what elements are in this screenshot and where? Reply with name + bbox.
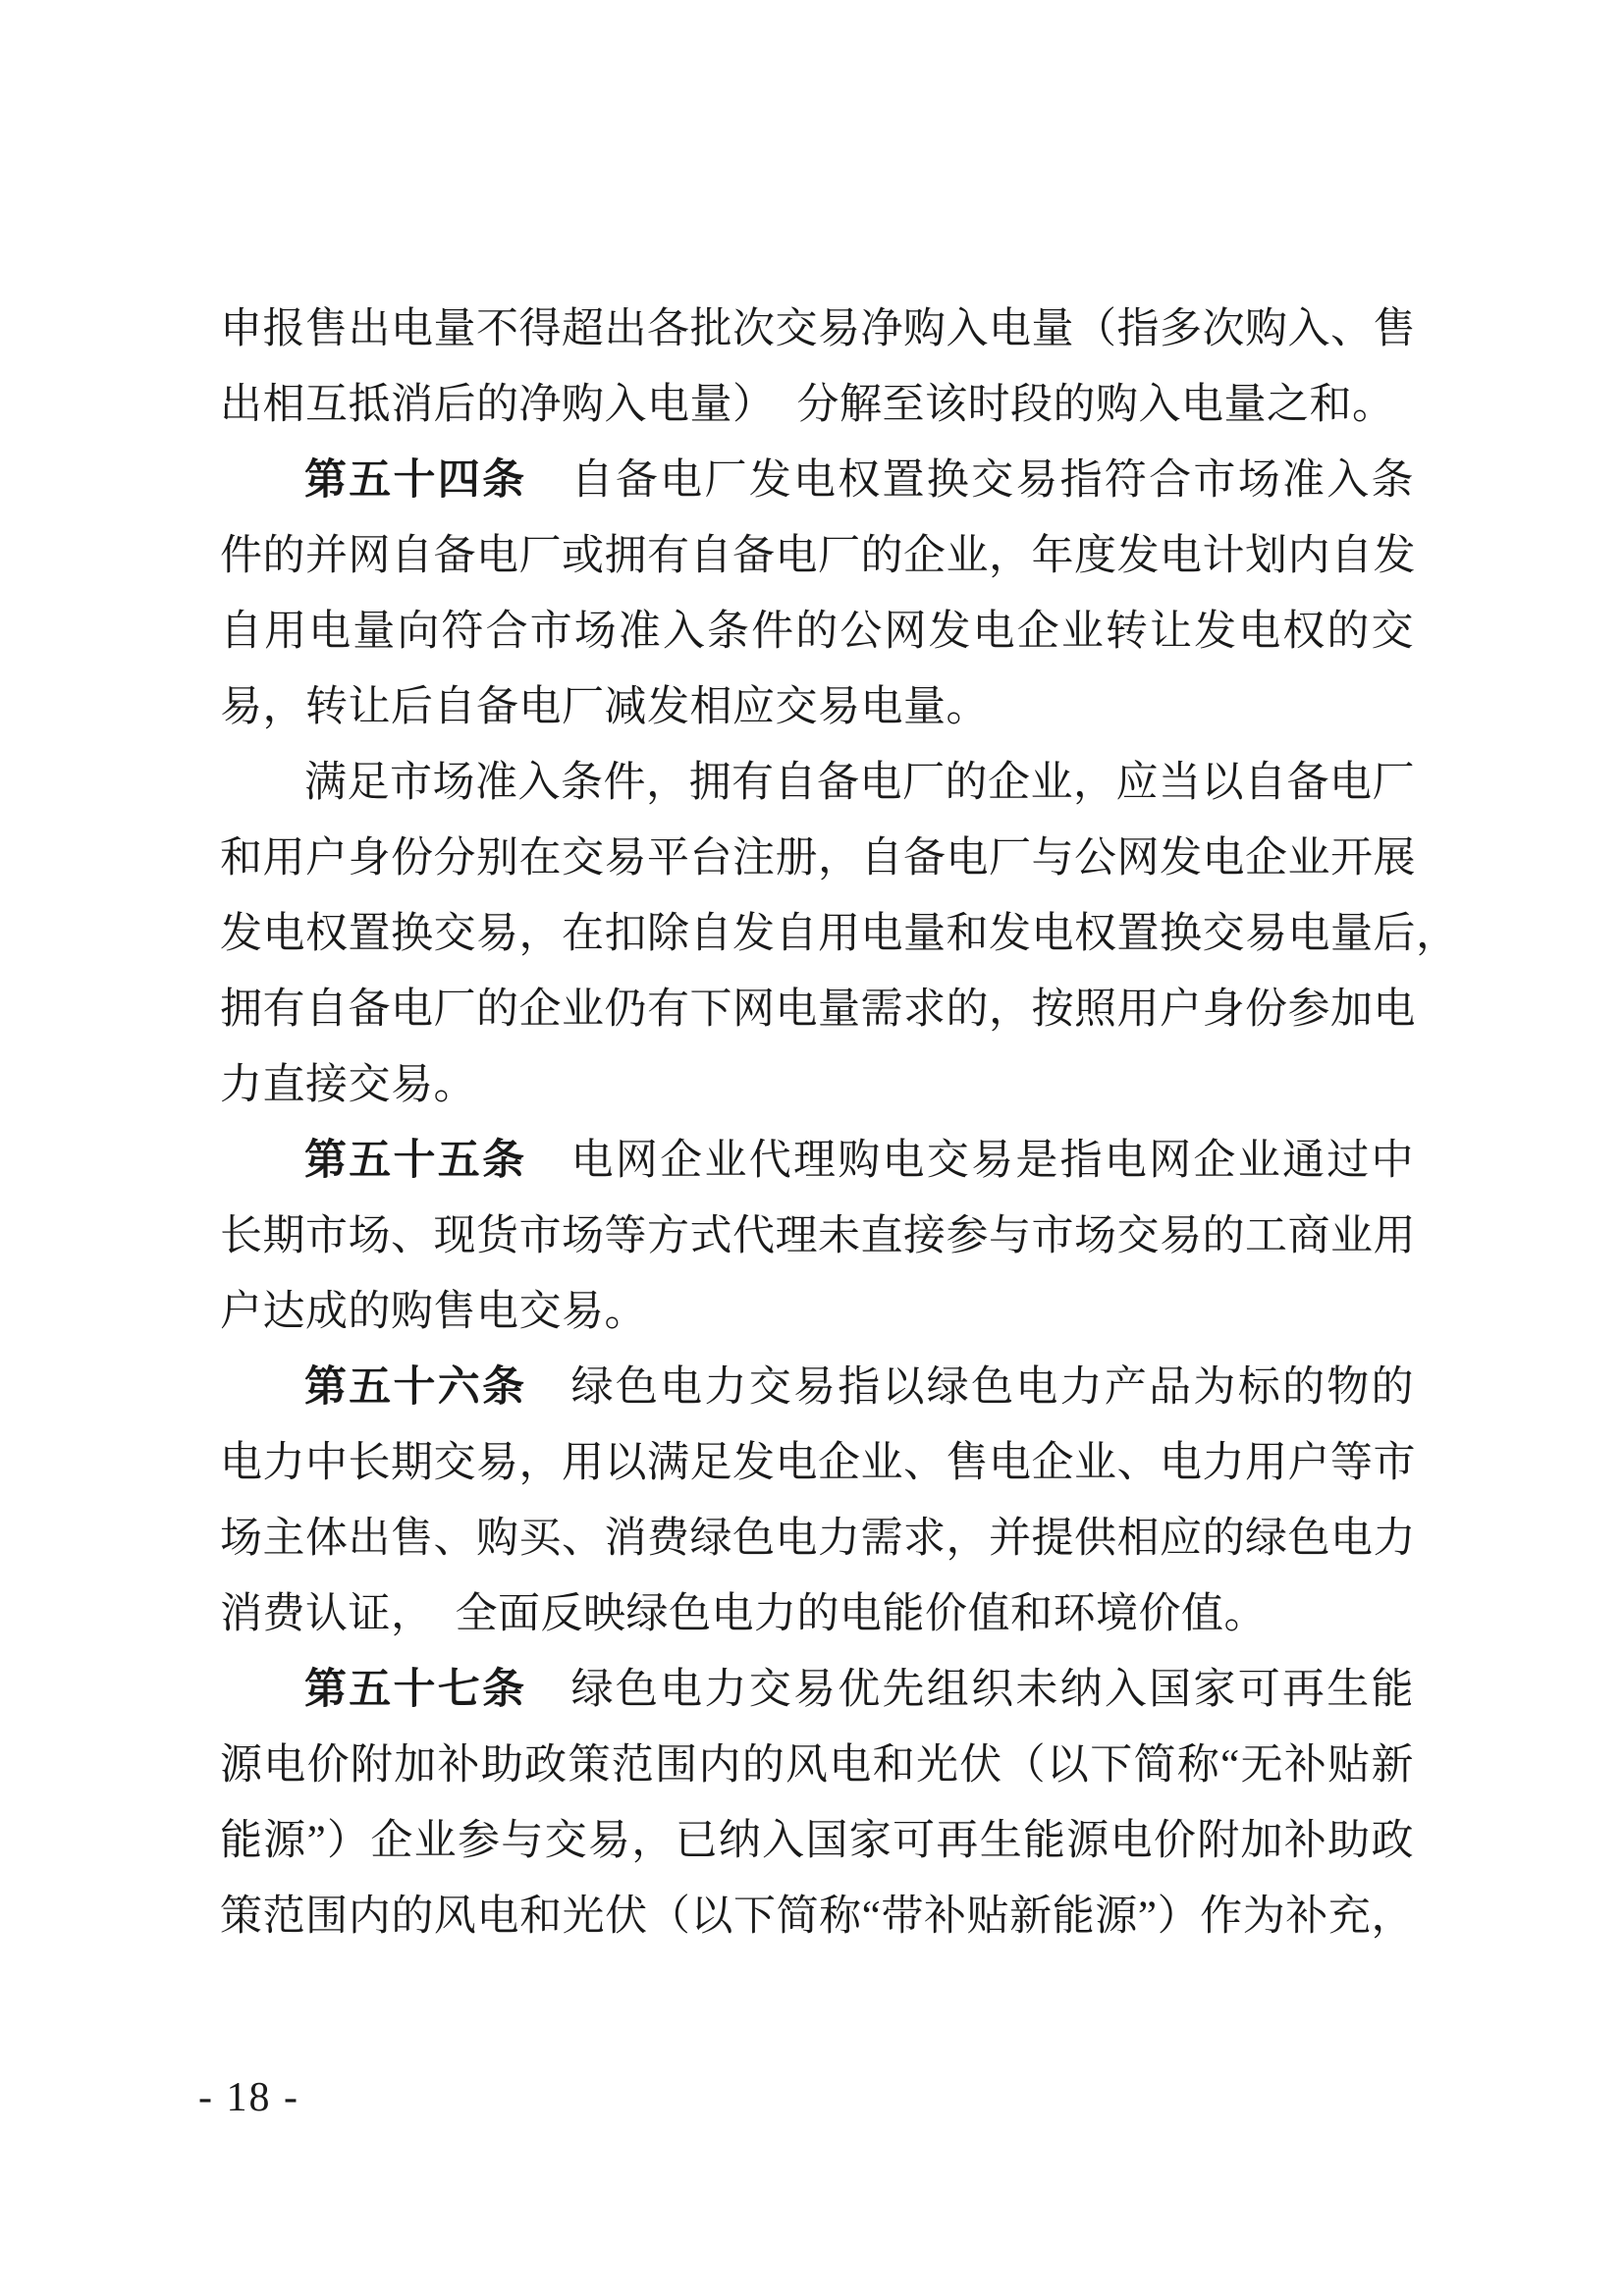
article-number: 第五十四条 [304, 457, 527, 504]
text-run: 申报售出电量不得超出各批次交易净购入电量（指多次购入、售 [220, 306, 1416, 352]
text-line [220, 594, 1414, 669]
text-line [220, 1123, 1414, 1199]
text-run: 能源”）企业参与交易，已纳入国家可再生能源电价附加补助政 [220, 1818, 1414, 1864]
text-line [220, 1350, 1414, 1425]
text-line [220, 1047, 1414, 1123]
text-run: 户达成的购售电交易。 [220, 1289, 647, 1335]
page-number: - 18 - [198, 2075, 299, 2120]
text-run: 满足市场准入条件，拥有自备电厂的企业，应当以自备电厂 [304, 760, 1415, 806]
text-run: 易，转让后自备电厂减发相应交易电量。 [220, 684, 989, 730]
text-line [220, 1879, 1414, 1954]
text-run: 和用户身份分别在交易平台注册，自备电厂与公网发电企业开展 [220, 835, 1416, 881]
text-line [220, 972, 1414, 1047]
text-run: 源电价附加补助政策范围内的风电和光伏（以下简称“无补贴新 [220, 1742, 1414, 1789]
text-line [220, 896, 1459, 972]
text-block [220, 292, 1459, 1954]
article-number: 第五十七条 [304, 1667, 527, 1713]
text-run: 发电权置换交易，在扣除自发自用电量和发电权置换交易电量后， [220, 911, 1459, 957]
text-run: 场主体出售、购买、消费绿色电力需求，并提供相应的绿色电力 [220, 1516, 1416, 1562]
text-line [220, 745, 1414, 821]
text-run: 力直接交易。 [220, 1062, 476, 1108]
text-line [220, 1199, 1414, 1274]
text-run: 绿色电力交易优先组织未纳入国家可再生能 [526, 1667, 1415, 1713]
text-run: 自用电量向符合市场准入条件的公网发电企业转让发电权的交 [220, 609, 1414, 655]
text-run: 件的并网自备电厂或拥有自备电厂的企业，年度发电计划内自发 [220, 533, 1416, 579]
text-run: 长期市场、现货市场等方式代理未直接参与市场交易的工商业用 [220, 1213, 1416, 1259]
text-run: 自备电厂发电权置换交易指符合市场准入条 [526, 457, 1415, 504]
text-run: 电力中长期交易，用以满足发电企业、售电企业、电力用户等市 [220, 1440, 1416, 1486]
text-line [220, 1803, 1414, 1879]
text-run: 电网企业代理购电交易是指电网企业通过中 [526, 1138, 1415, 1184]
text-line [220, 292, 1414, 367]
text-line [220, 1425, 1414, 1501]
text-run: 消费认证， 全面反映绿色电力的电能价值和环境价值。 [220, 1591, 1267, 1637]
text-line [220, 1501, 1414, 1576]
text-line [220, 821, 1414, 896]
text-run: 出相互抵消后的净购入电量） 分解至该时段的购入电量之和。 [220, 382, 1395, 428]
text-line [220, 669, 1414, 745]
text-run: 绿色电力交易指以绿色电力产品为标的物的 [526, 1364, 1415, 1411]
text-line [220, 1728, 1414, 1803]
text-line [220, 1652, 1414, 1728]
text-line [220, 367, 1414, 443]
text-line [220, 1274, 1414, 1350]
text-run: 策范围内的风电和光伏（以下简称“带补贴新能源”）作为补充， [220, 1894, 1414, 1940]
text-run: 拥有自备电厂的企业仍有下网电量需求的，按照用户身份参加电 [220, 987, 1416, 1033]
article-number: 第五十五条 [304, 1138, 527, 1184]
text-line [220, 518, 1414, 594]
article-number: 第五十六条 [304, 1364, 527, 1411]
text-line [220, 443, 1414, 518]
text-line [220, 1576, 1414, 1652]
